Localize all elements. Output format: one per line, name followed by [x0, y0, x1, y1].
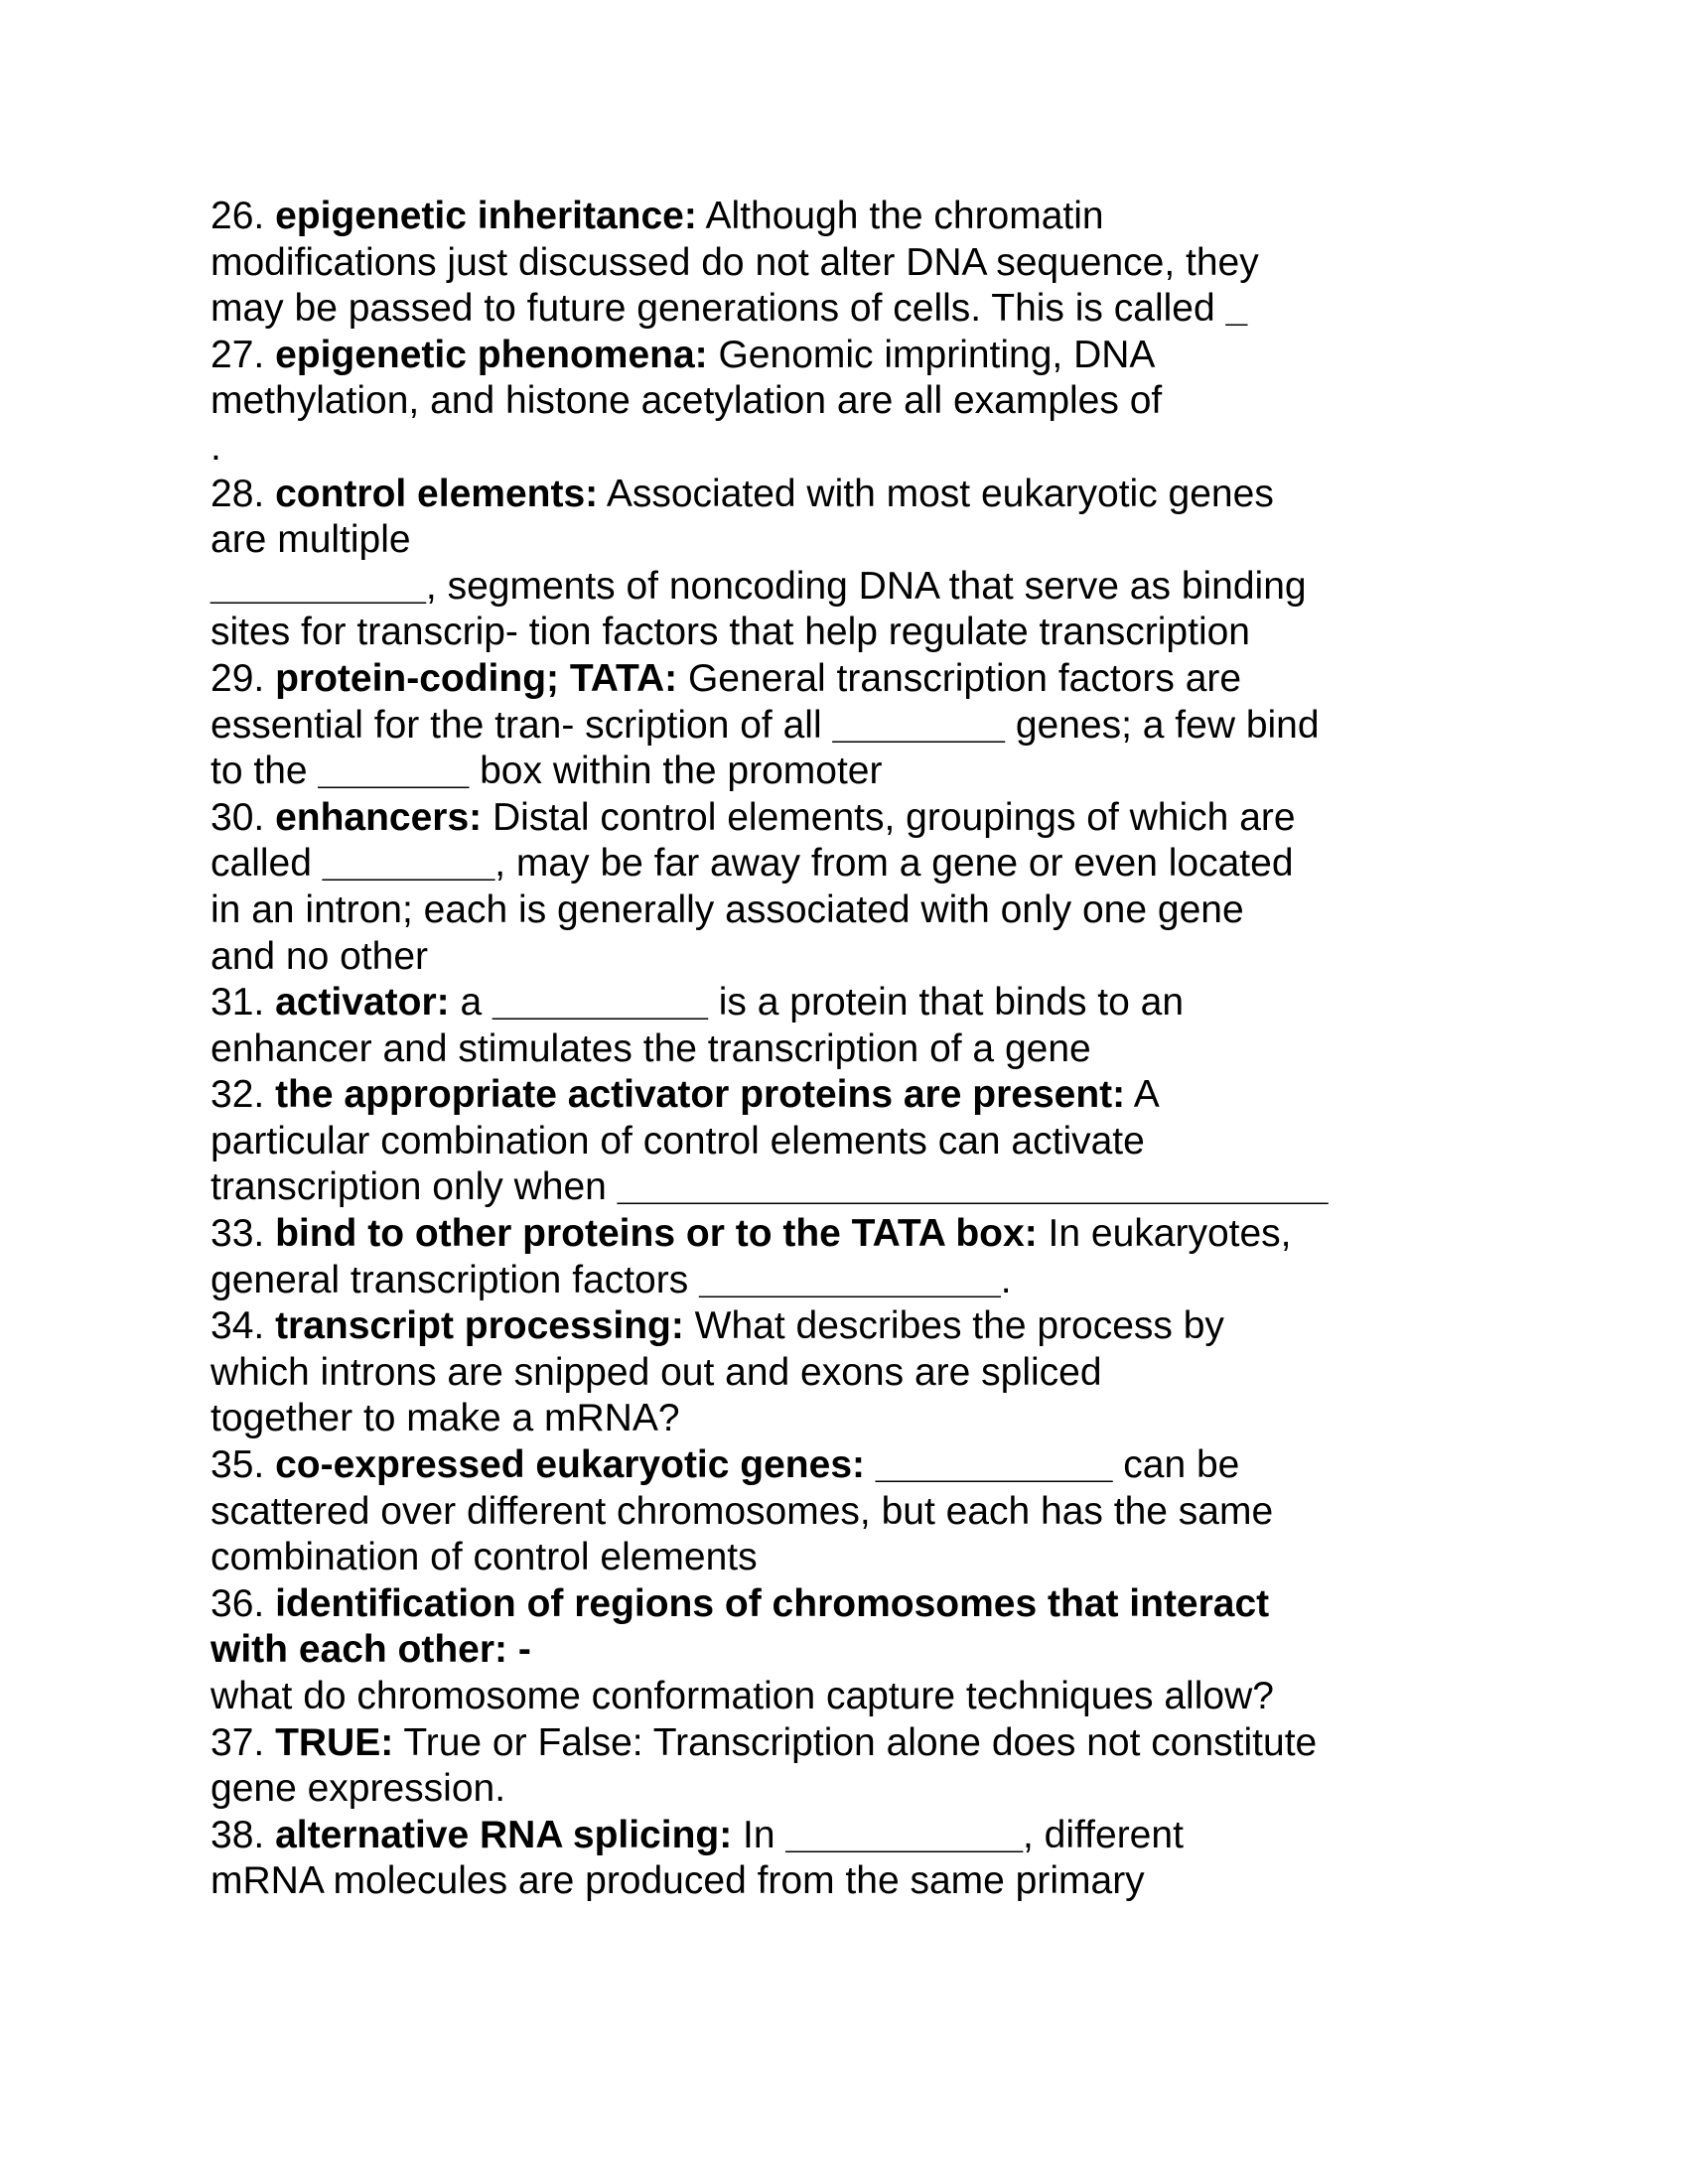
text-segment: 29. [211, 656, 276, 700]
text-line [211, 1813, 1501, 1859]
text-segment: are multiple [211, 518, 411, 562]
text-line [211, 564, 1501, 611]
text-segment: genes; a few bind [1005, 703, 1320, 747]
text-segment: 35. [211, 1443, 276, 1487]
text-line [211, 610, 1501, 656]
text-segment: A [1125, 1073, 1160, 1117]
text-segment: Distal control elements, groupings of which are [482, 795, 1296, 839]
text-line [211, 1396, 1501, 1442]
bold-text: _ [1225, 287, 1248, 331]
text-line [211, 194, 1501, 240]
bold-text: ________ [322, 842, 495, 886]
text-line [211, 1350, 1501, 1397]
text-segment: What describes the process by [683, 1304, 1224, 1348]
bold-text: ___________ [785, 1813, 1024, 1856]
text-line [211, 1581, 1501, 1628]
bold-text: bind to other proteins or to the TATA box: [275, 1212, 1038, 1256]
bold-text: _________________________________ [617, 1165, 1329, 1209]
text-segment: . [211, 425, 221, 469]
text-segment: In [732, 1813, 786, 1856]
text-segment: General transcription factors are [677, 656, 1242, 700]
text-line [211, 286, 1501, 333]
bold-text: __________ [211, 564, 426, 608]
text-line [211, 1026, 1501, 1073]
text-segment: in an intron; each is generally associated with only one gene [211, 887, 1244, 931]
text-segment: 28. [211, 472, 276, 515]
text-segment: In eukaryotes, [1037, 1212, 1292, 1256]
bold-text: control elements: [275, 472, 599, 515]
text-line [211, 1072, 1501, 1119]
text-line [211, 1119, 1501, 1165]
text-line [211, 1720, 1501, 1767]
bold-text: activator: [275, 981, 450, 1024]
text-line [211, 517, 1501, 564]
text-line [211, 333, 1501, 379]
text-segment: what do chromosome conformation capture techniques allow? [211, 1675, 1274, 1717]
text-segment: box within the promoter [469, 750, 883, 793]
text-segment: essential for the tran- scription of all [211, 703, 833, 747]
text-line [211, 1858, 1501, 1905]
bold-text: TRUE: [275, 1720, 394, 1764]
text-line [211, 980, 1501, 1026]
text-segment: 32. [211, 1073, 276, 1117]
text-segment: can be [1112, 1443, 1240, 1487]
bold-text: epigenetic inheritance: [275, 195, 697, 237]
bold-text: ___________ [875, 1443, 1113, 1487]
bold-text: co-expressed eukaryotic genes: [275, 1443, 865, 1487]
bold-text: the appropriate activator proteins are present: [275, 1073, 1126, 1117]
text-line [211, 1489, 1501, 1536]
text-segment: called [211, 842, 323, 886]
bold-text: identification of regions of chromosomes that interact [275, 1581, 1270, 1625]
text-segment: 37. [211, 1720, 276, 1764]
bold-text: __________ [492, 981, 708, 1024]
bold-text: protein-coding; TATA: [275, 656, 678, 700]
text-segment: 34. [211, 1304, 276, 1348]
bold-text: _______ [318, 750, 470, 793]
document-page [211, 194, 1501, 1905]
text-segment: methylation, and histone acetylation are all examples of [211, 379, 1163, 423]
bold-text: transcript processing: [275, 1304, 684, 1348]
text-segment: combination of control elements [211, 1536, 758, 1579]
text-segment: to the [211, 750, 319, 793]
text-line [211, 656, 1501, 703]
text-segment: Although the chromatin [696, 195, 1104, 237]
text-segment [865, 1443, 876, 1486]
text-segment: , segments of noncoding DNA that serve as binding [425, 564, 1307, 608]
text-segment: 26. [211, 195, 276, 237]
text-line [211, 472, 1501, 518]
text-segment: general transcription factors [211, 1258, 700, 1301]
bold-text: ______________ [699, 1258, 1001, 1301]
text-segment: together to make a mRNA? [211, 1397, 680, 1440]
text-segment: 38. [211, 1813, 276, 1856]
text-line [211, 795, 1501, 842]
text-segment: , different [1023, 1813, 1184, 1856]
text-segment: scattered over different chromosomes, but each has the same [211, 1489, 1274, 1533]
text-segment: True or False: Transcription alone does not constitute [393, 1720, 1318, 1764]
text-line [211, 887, 1501, 934]
text-line [211, 1535, 1501, 1581]
text-line [211, 841, 1501, 887]
text-segment: enhancer and stimulates the transcription of a gene [211, 1026, 1091, 1070]
text-segment: Associated with most eukaryotic genes [598, 472, 1274, 515]
text-segment: 36. [211, 1581, 276, 1625]
text-line [211, 1442, 1501, 1489]
bold-text: ________ [832, 703, 1005, 747]
bold-text: with each other: - [211, 1628, 531, 1672]
text-segment: gene expression. [211, 1767, 506, 1811]
text-line [211, 240, 1501, 287]
text-segment: modifications just discussed do not alter DNA sequence, they [211, 240, 1259, 284]
bold-text: enhancers: [275, 795, 483, 839]
text-segment: a [449, 981, 492, 1024]
text-line [211, 1164, 1501, 1211]
text-segment: Genomic imprinting, DNA [707, 333, 1156, 376]
text-line [211, 378, 1501, 425]
text-line [211, 1766, 1501, 1813]
text-line [211, 1627, 1501, 1674]
text-line [211, 934, 1501, 981]
text-segment: and no other [211, 934, 429, 978]
text-segment: 33. [211, 1212, 276, 1256]
text-segment: 31. [211, 981, 276, 1024]
text-segment: is a protein that binds to an [707, 981, 1185, 1024]
text-segment: 27. [211, 333, 276, 376]
text-line [211, 1303, 1501, 1350]
text-segment: , may be far away from a gene or even located [494, 842, 1294, 886]
text-segment: . [1000, 1258, 1012, 1301]
text-segment: 30. [211, 795, 276, 839]
text-segment: mRNA molecules are produced from the same primary [211, 1859, 1145, 1903]
text-line [211, 1674, 1501, 1720]
text-line [211, 425, 1501, 472]
text-line [211, 749, 1501, 795]
bold-text: epigenetic phenomena: [275, 333, 708, 376]
text-segment: may be passed to future generations of cells. This is called [211, 287, 1226, 331]
text-line [211, 1211, 1501, 1258]
bold-text: alternative RNA splicing: [275, 1813, 733, 1856]
text-segment: transcription only when [211, 1165, 618, 1209]
text-segment: particular combination of control elements can activate [211, 1119, 1145, 1162]
text-line [211, 1258, 1501, 1304]
text-line [211, 703, 1501, 750]
text-segment: which introns are snipped out and exons are spliced [211, 1350, 1102, 1394]
text-segment: sites for transcrip- tion factors that help regulate transcription [211, 611, 1250, 654]
